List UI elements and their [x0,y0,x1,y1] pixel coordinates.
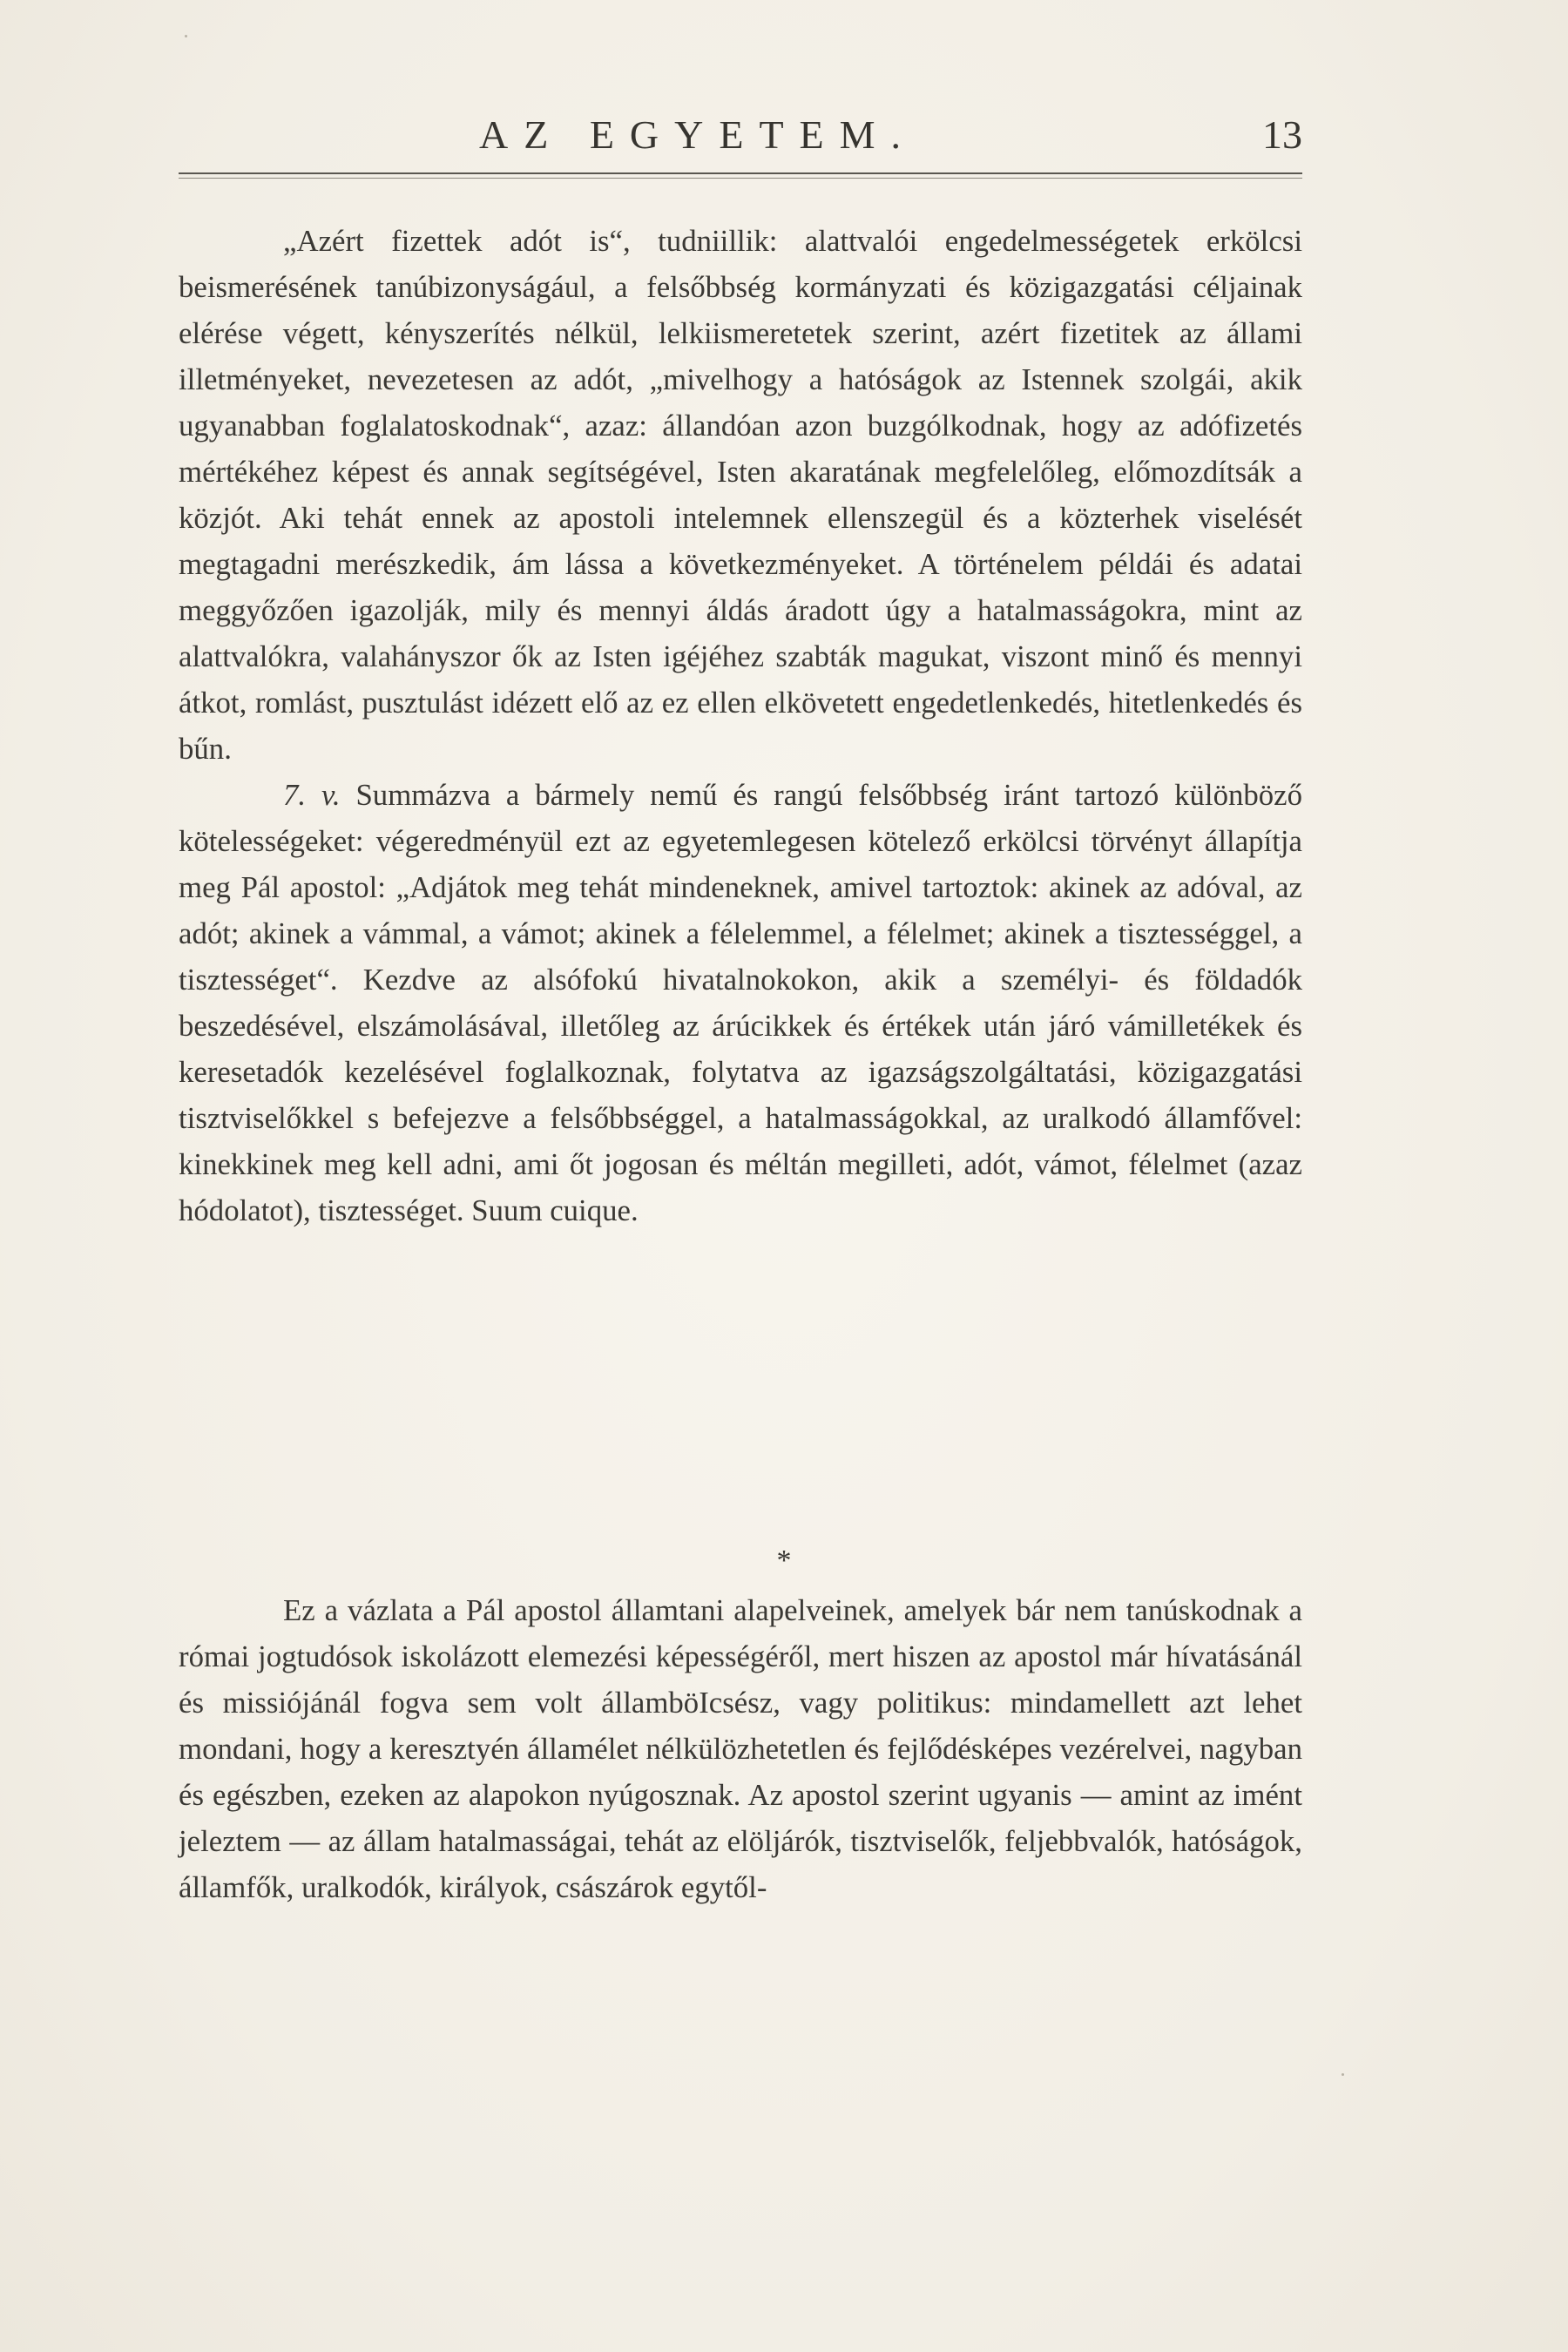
paragraph-1: „Azért fizettek adót is“, tudniillik: alattvalói engedelmességetek erkölcsi beismerésének tanúbizonyságául, a felsőbbség kormányzati és közigazgatási céljainak elérése végett, kényszerítés nélkül, lelkiismeretetek szerint, azért fizetitek az állami illetményeket, nevezetesen az adót, „mivelhogy a hatóságok az Istennek szolgái, akik ugyanabban foglalatoskodnak“, azaz: állandóan azon buzgólkodnak, hogy az adófizetés mértékéhez képest és annak segítségével, Isten akaratának megfelelőleg, előmozdítsák a közjót. Aki tehát ennek az apostoli intelemnek ellenszegül és a közterhek viselését megtagadni merészkedik, ám lássa a következményeket. A történelem példái és adatai meggyőzően igazolják, mily és mennyi áldás áradott úgy a hatalmasságokra, mint az alattvalókra, valahányszor ők az Isten igéjéhez szabták magukat, viszont minő és mennyi átkot, romlást, pusztulást idézett elő az ez ellen elkövetett engedetlenkedés, hitetlenkedés és bűn. [179,224,1302,766]
closing-text-block [179,1587,1302,1910]
header-rule-thin [179,178,1302,179]
main-text-block [179,218,1302,1233]
paper-speck [185,35,187,37]
verse-marker: 7. v. [283,778,341,812]
running-title: AZ EGYETEM. [479,112,917,157]
page-number: 13 [1262,112,1302,157]
page-header [179,112,1302,172]
paragraph-2 [179,772,1302,1233]
paper-speck [1342,2073,1344,2076]
paragraph-3: Ez a vázlata a Pál apostol államtani alapelveinek, amelyek bár nem tanúskodnak a római jogtudósok iskolázott elemezési képességéről, mert hiszen az apostol már hívatásánál és missiójánál fogva sem volt államböIcsész, vagy politikus: mindamellett azt lehet mondani, hogy a keresztyén államélet nélkülözhetetlen és fejlődésképes vezérelvei, nagyban és egészben, ezeken az alapokon nyúgosznak. Az apostol szerint ugyanis — amint az imént jeleztem — az állam hatalmasságai, tehát az elöljárók, tisztviselők, feljebbvalók, hatóságok, államfők, uralkodók, királyok, császárok egytől- [179,1593,1302,1904]
paragraph-2-text: Summázva a bármely nemű és rangú felsőbbség iránt tartozó különböző kötelességeket: végeredményül ezt az egyetemlegesen kötelező erkölcsi törvényt állapítja meg Pál apostol: „Adjátok meg tehát mindeneknek, amivel tartoztok: akinek az adóval, az adót; akinek a vámmal, a vámot; akinek a félelemmel, a félelmet; akinek a tisztességgel, a tisztességet“. Kezdve az alsófokú hivatalnokokon, akik a személyi- és földadók beszedésével, elszámolásával, illetőleg az árúcikkek és értékek után járó vámilletékek és keresetadók kezelésével foglalkoznak, folytatva az igazságszolgáltatási, közigazgatási tisztviselőkkel s befejezve a felsőbbséggel, a hatalmasságokkal, az uralkodó államfővel: kinekkinek meg kell adni, ami őt jogosan és méltán megilleti, adót, vámot, félelmet (azaz hódolatot), tisztességet. Suum cuique. [179,778,1303,1227]
section-divider-asterisk: * [776,1544,792,1577]
header-rule [179,172,1302,174]
